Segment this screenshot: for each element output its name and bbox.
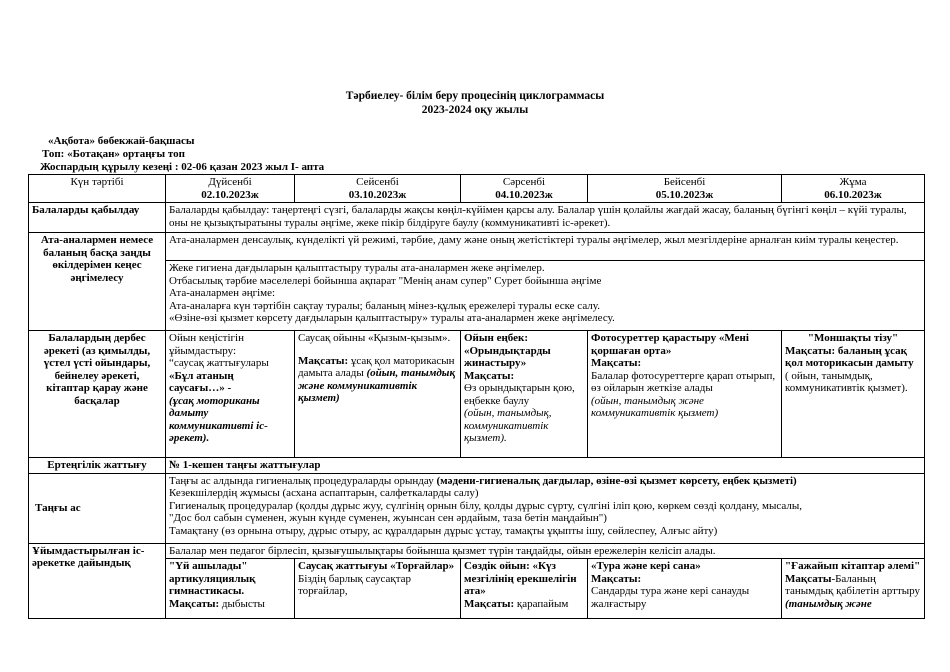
day-name: Дүйсенбі bbox=[208, 176, 252, 188]
org-mon-title: "Үй ашылады" артикуляциялық гимнастикасы. bbox=[169, 560, 256, 597]
breakfast-line-1-plain: Таңғы ас алдында гигиеналық процедураларды орындау bbox=[169, 474, 437, 487]
day-name: Сәрсенбі bbox=[502, 176, 546, 188]
tue-intro: Саусақ ойыны «Қызым-қызым». bbox=[298, 332, 451, 344]
mon-note: (ұсақ моториканы дамыту коммуникативті іс-әрекет). bbox=[169, 394, 268, 444]
breakfast-text bbox=[166, 473, 925, 543]
fri-goal: Мақсаты: баланың ұсақ қол моторикасын дамыту bbox=[785, 344, 914, 369]
org-wed-goal: қарапайым bbox=[514, 597, 569, 610]
organized-label: Ұйымдастырылған іс-әрекетке дайындық bbox=[29, 543, 166, 619]
org-mon-goal: дыбысты bbox=[219, 597, 265, 610]
day-date: 06.10.2023ж bbox=[824, 188, 882, 201]
wed-goal-label: Мақсаты: bbox=[464, 369, 515, 382]
day-header-tuesday bbox=[295, 175, 461, 203]
org-fri-note: (танымдық және bbox=[785, 597, 872, 610]
cyclogram-table bbox=[28, 174, 925, 619]
spacer bbox=[298, 345, 457, 355]
day-header-thursday bbox=[588, 175, 782, 203]
breakfast-label: Таңғы ас bbox=[29, 473, 166, 543]
tue-note: (ойын, танымдық және коммуникативтік қызмет) bbox=[298, 367, 456, 404]
breakfast-line-1 bbox=[169, 475, 921, 488]
exercise-label: Ертеңгілік жаттығу bbox=[29, 458, 166, 474]
org-tue-goal: Біздің барлық саусақтар торғайлар, bbox=[298, 572, 412, 597]
independent-wednesday bbox=[461, 331, 588, 458]
day-date: 05.10.2023ж bbox=[655, 188, 714, 201]
day-header-monday bbox=[166, 175, 295, 203]
org-wed-goal-label: Мақсаты: bbox=[464, 597, 515, 610]
parents-line: Отбасылық тәрбие мәселелері бойынша ақпарат "Менің анам супер" Сурет бойынша әңгіме bbox=[169, 274, 602, 287]
organized-friday bbox=[782, 559, 925, 619]
thu-goal: Балалар фотосуреттерге қарап отырып, өз ойларын жеткізе алады bbox=[591, 369, 776, 394]
day-header-friday bbox=[782, 175, 925, 203]
day-date: 03.10.2023ж bbox=[348, 188, 407, 201]
plan-period: Жоспардың құрылу кезеңі : 02-06 қазан 2023 жыл І- апта bbox=[40, 161, 325, 173]
org-fri-goal-label: Мақсаты bbox=[785, 572, 832, 585]
reception-row bbox=[29, 203, 925, 233]
corner-cell bbox=[29, 175, 166, 203]
table-header-row bbox=[29, 175, 925, 203]
organized-monday bbox=[166, 559, 295, 619]
independent-activity-label: Балалардың дербес әрекеті (аз қимылды, үстел үсті ойындары, бейнелеу әрекеті, кітаптар қарау және басқалар bbox=[29, 331, 166, 458]
org-mon-goal-label: Мақсаты: bbox=[169, 597, 220, 610]
parents-row-top bbox=[29, 233, 925, 261]
reception-text: Балаларды қабылдау: таңертеңгі сүзгі, балаларды жақсы көңіл-күйімен қарсы алу. Балалар үшін қолайлы жағдай жасау, баланың бүгінгі көңіл – күйі туралы, оны не қызықтыратыны туралы әңгіме, жеке пікір білдіруге баулу (коммуникативті іс-әрекет). bbox=[166, 203, 925, 233]
tue-goal: ұсақ қол маторикасын дамыта алады bbox=[298, 354, 455, 379]
parents-line: Жеке гигиена дағдыларын қалыптастыру туралы ата-аналармен жеке әңгімелер. bbox=[169, 262, 545, 274]
organized-thursday bbox=[588, 559, 782, 619]
org-fri-goal: -Баланың танымдық қабілетін арттыру bbox=[785, 572, 920, 597]
parents-text-2 bbox=[166, 261, 925, 331]
corner-label: Күн тәртібі bbox=[70, 176, 124, 188]
day-date: 02.10.2023ж bbox=[201, 188, 259, 201]
organized-row-top bbox=[29, 543, 925, 559]
org-wed-title: Сөздік ойын: «Күз мезгілінің ерекшелігін ата» bbox=[464, 560, 577, 597]
reception-label: Балаларды қабылдау bbox=[29, 203, 166, 233]
parents-line: «Өзіне-өзі қызмет көрсету дағдыларын қалыптастыру» туралы ата-аналармен жеке әңгімелесу. bbox=[169, 312, 615, 324]
parents-line: Ата-аналарға күн тәртібін сақтау туралы; баланың мінез-құлық ережелері туралы еске салу. bbox=[169, 299, 600, 312]
independent-activity-row bbox=[29, 331, 925, 458]
independent-monday bbox=[166, 331, 295, 458]
breakfast-line: "Дос бол сабын сүменен, жуын күнде сүменен, жуынсан сен әрдайым, таза бетін маңдайын") bbox=[169, 512, 607, 524]
day-name: Бейсенбі bbox=[663, 176, 706, 188]
parents-line: Ата-аналармен әңгіме: bbox=[169, 287, 276, 299]
mon-title: «Бұл атаның саусағы…» - bbox=[169, 369, 234, 394]
organized-wednesday bbox=[461, 559, 588, 619]
thu-goal-label: Мақсаты: bbox=[591, 357, 642, 369]
organized-text: Балалар мен педагог бірлесіп, қызығушылықтары бойынша қызмет түрін таңдайды, ойын ережелерін келісіп алады. bbox=[166, 543, 925, 559]
org-thu-title: «Тура және кері сана» bbox=[591, 560, 701, 572]
breakfast-line: Тамақтану (өз орнына отыру, дұрыс отыру, ас құралдарын дұрыс ұстау, тамақты ұқыпты ішу, сөйлеспеу, Алғыс айту) bbox=[169, 524, 718, 537]
kindergarten-name: «Ақбота» бөбекжай-бақшасы bbox=[48, 135, 195, 147]
exercise-text: № 1-кешен таңғы жаттығулар bbox=[166, 458, 925, 474]
breakfast-line-1-bold: (мәдени-гигиеналық дағдылар, өзіне-өзі қызмет көрсету, еңбек қызметі) bbox=[436, 474, 797, 487]
academic-year: 2023-2024 оқу жылы bbox=[421, 104, 529, 116]
group-name: Топ: «Ботақан» ортаңғы топ bbox=[42, 148, 185, 160]
independent-thursday bbox=[588, 331, 782, 458]
organized-tuesday bbox=[295, 559, 461, 619]
day-header-wednesday bbox=[461, 175, 588, 203]
day-name: Жұма bbox=[839, 176, 867, 188]
mon-intro: Ойын кеңістігін ұйымдастыру: bbox=[169, 332, 244, 357]
parents-text-1: Ата-аналармен денсаулық, күнделікті үй режимі, тәрбие, даму және оның жетістіктері туралы әңгімелер, жыл мезгілдеріне арналған киім туралы кеңестер. bbox=[166, 233, 925, 261]
day-date: 04.10.2023ж bbox=[495, 188, 553, 201]
exercise-row bbox=[29, 458, 925, 474]
wed-note: (ойын, танымдық, коммуникативтік қызмет). bbox=[464, 407, 552, 444]
breakfast-line: Кезекшілердің жұмысы (асхана аспаптарын, салфеткаларды салу) bbox=[169, 487, 479, 499]
independent-tuesday bbox=[295, 331, 461, 458]
breakfast-line: Гигиеналық процедуралар (қолды дұрыс жуу, сүлгінің орнын білу, қолды дұрыс сүрту, сүлгіні іліп қою, көркем сөзді қолдану, мысалы, bbox=[169, 499, 802, 512]
day-name: Сейсенбі bbox=[356, 176, 399, 188]
breakfast-row bbox=[29, 473, 925, 543]
document-title: Тәрбиелеу- білім беру процесінің циклограммасы bbox=[345, 90, 605, 102]
wed-goal: Өз орындықтарын қою, еңбекке баулу bbox=[464, 382, 575, 407]
org-fri-title: "Ғажайып кітаптар әлемі" bbox=[785, 560, 921, 572]
thu-note: (ойын, танымдық және коммуникативтік қызмет) bbox=[591, 394, 719, 419]
fri-note: ( ойын, танымдық, коммуникативтік қызмет). bbox=[785, 369, 908, 394]
tue-goal-label: Мақсаты: bbox=[298, 354, 349, 367]
mon-sub: “саусақ жаттығулары bbox=[169, 357, 269, 369]
thu-title: Фотосуреттер қарастыру «Мені қоршаған орта» bbox=[591, 332, 749, 357]
fri-title: "Моншақты тізу" bbox=[807, 332, 899, 344]
org-thu-goal-label: Мақсаты: bbox=[591, 572, 642, 585]
independent-friday bbox=[782, 331, 925, 458]
org-tue-title: Саусақ жаттығуы «Торғайлар» bbox=[298, 560, 455, 572]
wed-title: Ойын еңбек: «Орындықтарды жинастыру» bbox=[464, 332, 551, 369]
parents-label: Ата-аналармен немесе баланың басқа заңды өкілдерімен кеңес әңгімелесу bbox=[29, 233, 166, 331]
org-thu-goal: Сандарды тура және кері санауды жалғастыру bbox=[591, 585, 750, 610]
